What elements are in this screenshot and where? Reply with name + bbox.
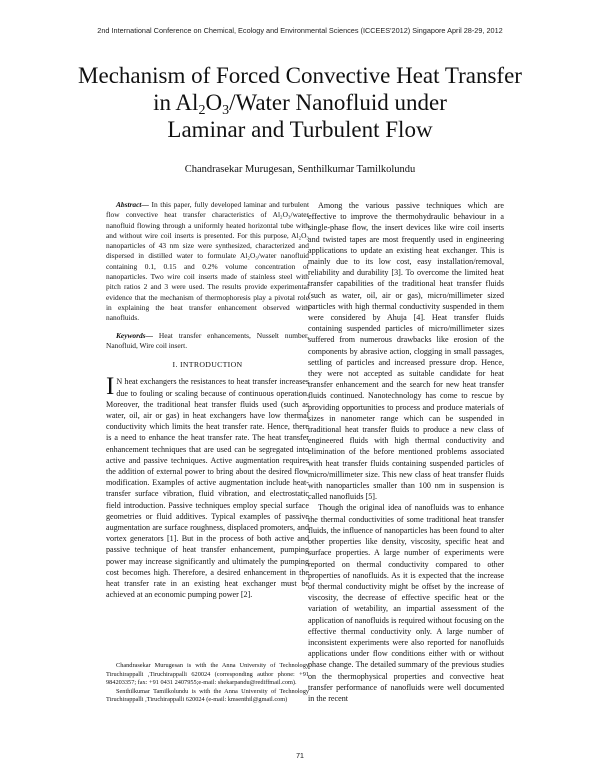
- footnote-2: Senthilkumar Tamilkolundu is with the Anna University of Technology Tiruchirappalli ,Tiruchirappalli 620024 (e-mail: kmsenthil@gmail.com): [106, 687, 309, 704]
- section-heading-introduction: I. INTRODUCTION: [172, 360, 243, 370]
- page-number: 71: [296, 753, 304, 760]
- title-line-3: Laminar and Turbulent Flow: [167, 117, 433, 142]
- title-line-1: Mechanism of Forced Convective Heat Transfer: [78, 63, 522, 88]
- keywords: [106, 331, 309, 352]
- title-line-2-mid: O: [205, 90, 223, 115]
- abstract: [106, 200, 309, 324]
- title-sub-2: 3: [222, 103, 230, 118]
- right-paragraph-1: Among the various passive techniques which are effective to improve the thermohydraulic behaviour in a single-phase flow, the insert devices like wire coil inserts and twisted tapes are most frequently used in engineering applications to update an existing heat exchanger. This is mainly due to its low cost, easy installation/removal, reliability and durability [3]. To overcome the limited heat transfer capabilities of the traditional heat transfer fluids (such as water, oil, air or gas), micro/millimeter sized particles with high thermal conductivity suspended in them were considered by Ahuja [4]. Heat transfer fluids containing suspended particles of micro/millimeter sizes suffered from numerous drawbacks like erosion of the components by abrasive action, clogging in small passages, settling of particles and increased pressure drop. Hence, they were not accepted as suitable candidate for heat transfer enhancement and the search for new heat transfer fluids continued. Nanotechnology has come to rescue by providing opportunities to process and produce materials of sizes in nanometer range which can be suspended in traditional heat transfer fluids to produce a new class of engineered fluids with high thermal conductivity and elimination of the before mentioned problems associated with heat transfer fluids containing suspended particles of micro/millimeter size. This new class of heat transfer fluids with nanoparticles smaller than 100 nm in suspension is called nanofluids [5].: [308, 201, 504, 502]
- keywords-text: Heat transfer enhancements, Nusselt number, Nanofluid, Wire coil insert.: [106, 330, 309, 350]
- right-paragraph-2: Though the original idea of nanofluids was to enhance the thermal conductivities of some traditional heat transfer fluids, the influence of nanoparticles has been found to alter other properties like density, viscosity, specific heat and surface properties. A large number of experiments were reported on thermal conductivity compared to other properties of nanofluids. As it is expected that the increase of thermal conductivity might be offset by the increase of viscosity, the decrease of effective specific heat or the variation of wetability, an impartial assessment of the application of nanofluids is required without focusing on the effective thermal conductivity only. A large number of inconsistent experiments were also reported for nanofluids applications under flow conditions either with or without phase change. The detailed summary of the previous studies on the thermophysical properties and convective heat transfer performance of nanofluids were well documented in the recent: [308, 503, 505, 703]
- title-line-2-pre: in Al: [153, 90, 199, 115]
- footnote-1: Chandrasekar Murugesan is with the Anna University of Technology Tiruchirappalli ,Tiruchirappalli 620024 (corresponding author phone: +91 984203357; fax: +91 0431 2407955;e-mail: shekarpandu@rediffmail.com).: [106, 662, 309, 687]
- intro-paragraph-text: N heat exchangers the resistances to heat transfer increases due to fouling or scaling because of continuous operation. Moreover, the traditional heat transfer fluids used (such as water, oil, air or gas) in heat exchangers have low thermal conductivity which limits the heat transfer rate. Hence, there is a need to enhance the heat transfer rate. The heat transfer enhancement techniques that are used can be segregated into active and passive techniques. Active augmentation requires the addition of external power to bring about the desired flow modification. Examples of active augmentation include heat-transfer surface vibration, fluid vibration, and electrostatic field introduction. Passive techniques employ special surface geometries or fluid additives. Typical examples of passive augmentation are surface roughness, displaced promoters, and vortex generators [1]. But in the process of both active and passive technique of heat transfer enhancement, pumping power may increase significantly and ultimately the pumping cost becomes high. Therefore, a desired enhancement in the heat transfer rate in an existing heat exchanger must be achieved at an economic pumping power [2].: [106, 377, 309, 600]
- keywords-label: Keywords—: [116, 330, 153, 340]
- author-list: Chandrasekar Murugesan, Senthilkumar Tamilkolundu: [184, 164, 416, 175]
- title-sub-1: 2: [198, 103, 206, 118]
- author-footnote: [106, 662, 309, 705]
- conference-header: 2nd International Conference on Chemical, Ecology and Environmental Sciences (ICCEES'2012) Singapore April 28-29, 2012: [97, 26, 503, 35]
- title-line-2-post: /Water Nanofluid under: [229, 90, 447, 115]
- intro-paragraph: [106, 373, 309, 600]
- left-column: [106, 200, 309, 600]
- paper-title: [40, 62, 560, 143]
- drop-cap: I: [106, 373, 115, 401]
- abstract-label: Abstract—: [116, 200, 149, 209]
- abstract-text: In this paper, fully developed laminar and turbulent flow convective heat transfer characteristics of Al₂O₃/water nanofluid flowing through a uniformly heated horizontal tube with and without wire coil inserts is presented. For this purpose, Al₂O₃ nanoparticles of 43 nm size were synthesized, characterized and dispersed in distilled water to formulate Al₂O₃/water nanofluid containing 0.1, 0.15 and 0.2% volume concentration of nanoparticles. Two wire coil inserts made of stainless steel with pitch ratios 2 and 3 were used. The results provide experimental evidence that the mechanism of thermophoresis play a pivotal role in explaining the heat transfer enhancement observed with nanofluids.: [106, 200, 309, 323]
- title-line-2: [40, 89, 560, 116]
- right-column: [308, 200, 504, 704]
